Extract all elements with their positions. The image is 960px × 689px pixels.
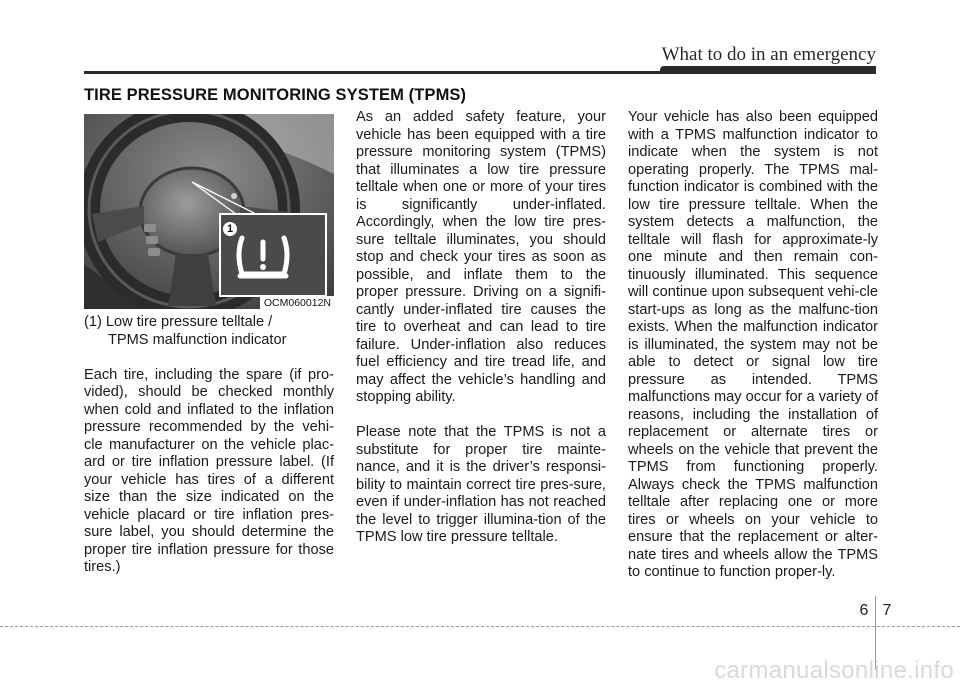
- column-3: [628, 109, 878, 599]
- column-2-paragraph-1: As an added safety feature, your vehicle has been equipped with a tire pressure monitoring system (TPMS) that illuminates a low tire pressure telltale when one or more of your tires is significantly under-inflated. Accordingly, when the low tire pres-sure telltale illuminates, you should stop and check your tires as soon as possible, and inflate them to the proper pressure. Driving on a signifi-cantly under-inflated tire causes the tire to overheat and can lead to tire failure. Under-inflation also reduces fuel efficiency and tire tread life, and may affect the vehicle’s handling and stopping ability.: [356, 109, 606, 405]
- figure-code: OCM060012N: [260, 296, 334, 309]
- callout-number: 1: [226, 223, 234, 235]
- column-2: [356, 109, 606, 564]
- steering-wheel-illustration: [84, 114, 334, 309]
- figure-caption: [84, 314, 334, 349]
- page-number-value: 7: [882, 602, 892, 619]
- column-2-paragraph-2: Please note that the TPMS is not a substitute for proper tire mainte-nance, and it is the driver’s responsi-bility to maintain correct tire pres-sure, even if under-inflation has not reached the level to trigger illumina-tion of the TPMS low tire pressure telltale.: [356, 424, 606, 545]
- section-title: TIRE PRESSURE MONITORING SYSTEM (TPMS): [84, 86, 467, 104]
- header-rule: [84, 71, 876, 74]
- caption-line-1: Low tire pressure telltale /: [105, 314, 273, 330]
- chapter-number: 6: [859, 602, 869, 619]
- running-header: What to do in an emergency: [661, 44, 876, 65]
- steering-wheel-figure: [84, 114, 334, 309]
- caption-line-2: TPMS malfunction indicator: [108, 331, 287, 348]
- column-1: [84, 314, 334, 594]
- caption-number: (1): [84, 314, 102, 330]
- footer-rule: [0, 626, 960, 627]
- column-3-paragraph-1: Your vehicle has also been equipped with a TPMS malfunction indicator to indicate when the system is not operating properly. The TPMS mal-function indicator is combined with the low tire pressure telltale. When the system detects a malfunction, the telltale will flash for approximate-ly one minute and then remain con-tinuously illuminated. This sequence will continue upon subsequent vehi-cle start-ups as long as the malfunc-tion exists. When the malfunction indicator is illuminated, the system may not be able to detect or signal low tire pressure as intended. TPMS malfunctions may occur for a variety of reasons, including the installation of replacement or alternate tires or wheels on the vehicle that prevent the TPMS from functioning properly. Always check the TPMS malfunction telltale after replacing one or more tires or wheels on your vehicle to ensure that the replacement or alter-nate tires and wheels allow the TPMS to continue to function proper-ly.: [628, 109, 878, 580]
- watermark: carmanualsonline.info: [714, 657, 954, 684]
- column-1-paragraph-1: Each tire, including the spare (if pro-vided), should be checked monthly when cold and inflated to the inflation pressure recommended by the vehi-cle manufacturer on the vehicle plac-ard or tire inflation pressure label. (If your vehicle has tires of a different size than the size indicated on the vehicle placard or tire inflation pres-sure label, you should determine the proper tire inflation pressure for those tires.): [84, 366, 334, 575]
